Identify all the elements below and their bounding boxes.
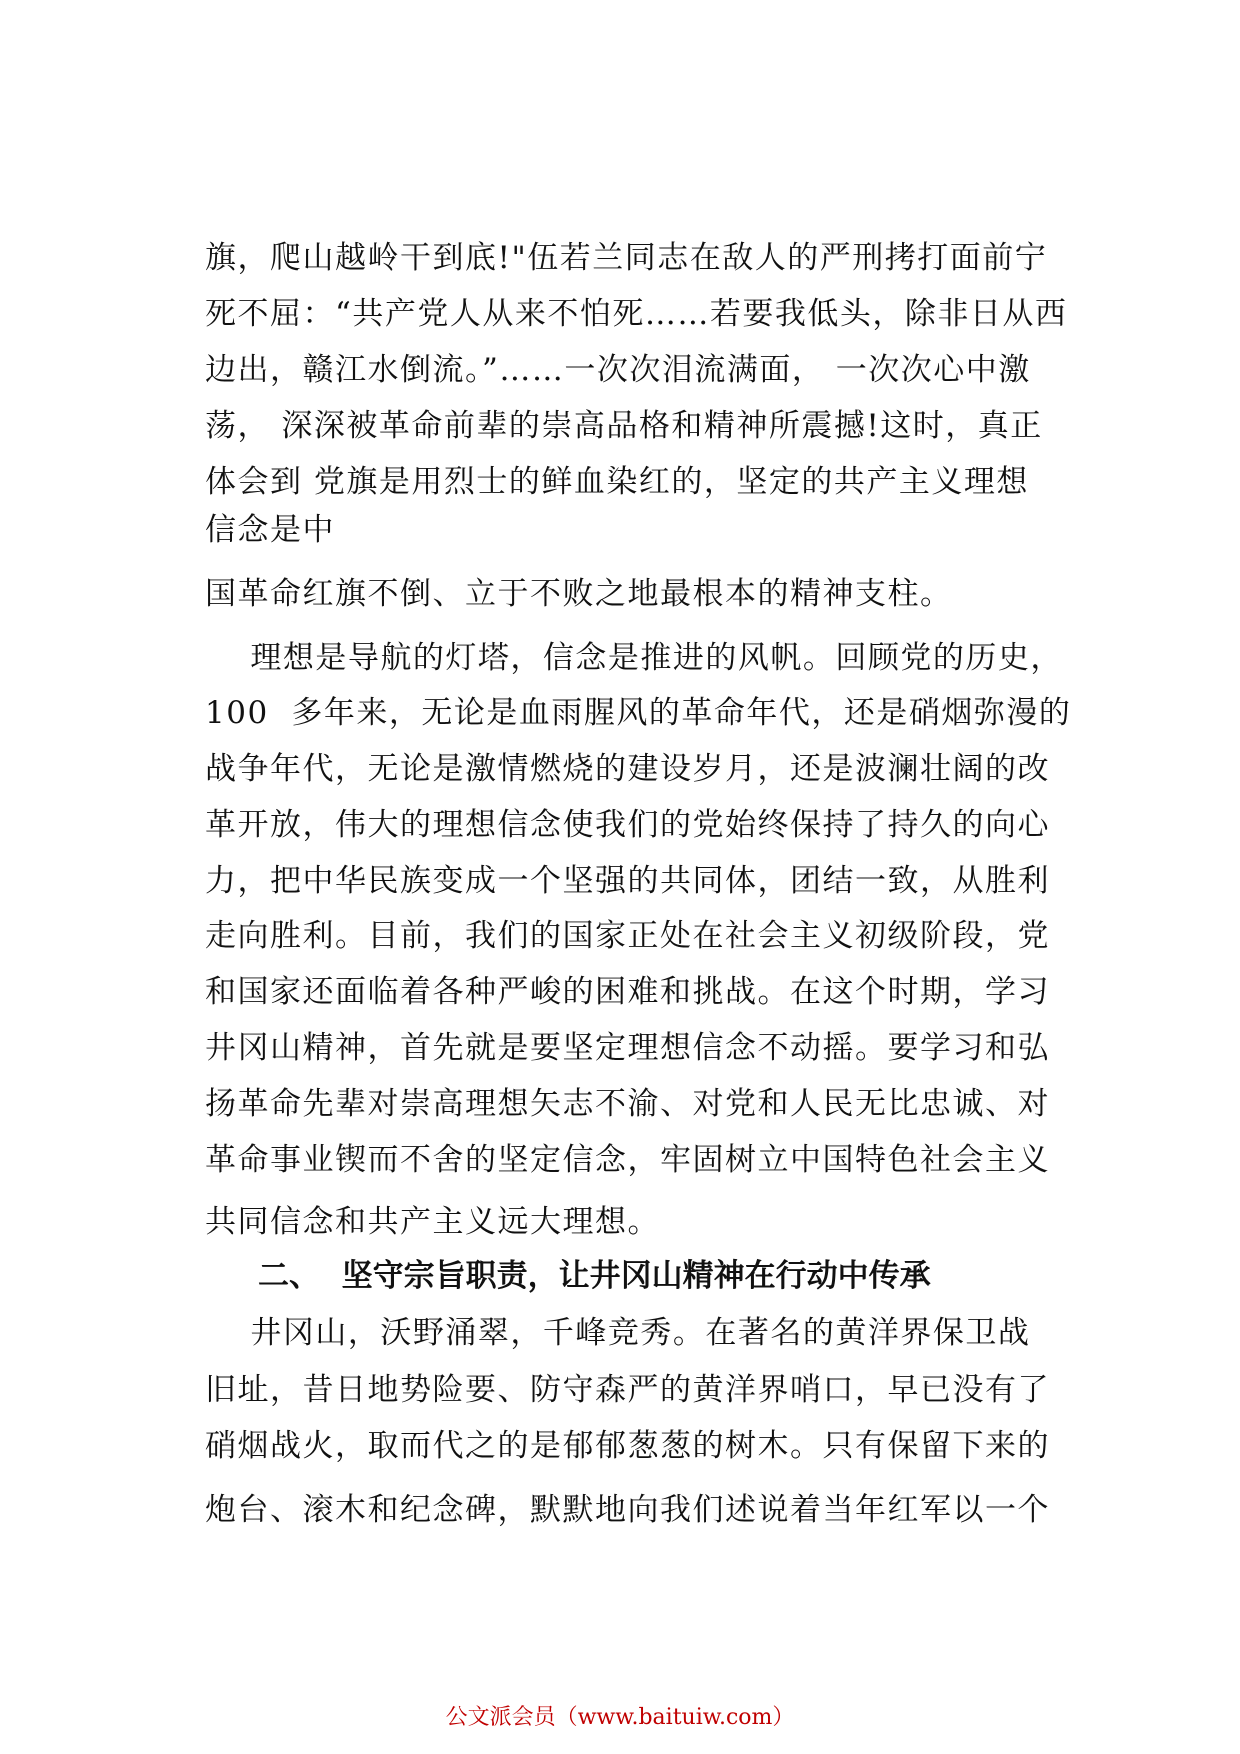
body-line: 井冈山，沃野涌翠，千峰竞秀。在著名的黄洋界保卫战 <box>205 1315 1031 1351</box>
section-heading: 二、 坚守宗旨职责，让井冈山精神在行动中传承 <box>258 1258 931 1294</box>
body-line: 旧址，昔日地势险要、防守森严的黄洋界哨口，早已没有了 <box>205 1372 1050 1408</box>
body-line: 边出，赣江水倒流。”……一次次泪流满面， 一次次心中激 <box>205 352 1031 388</box>
body-line: 革开放，伟大的理想信念使我们的党始终保持了持久的向心 <box>205 807 1050 843</box>
body-line: 荡， 深深被革命前辈的崇高品格和精神所震撼!这时，真正 <box>205 408 1043 444</box>
footer-watermark: 公文派会员（www.baituiw.com） <box>445 1705 795 1730</box>
body-line: 100 多年来，无论是血雨腥风的革命年代，还是硝烟弥漫的 <box>205 695 1072 731</box>
body-line: 信念是中 <box>205 512 335 548</box>
body-line: 井冈山精神，首先就是要坚定理想信念不动摇。要学习和弘 <box>205 1030 1050 1066</box>
body-line: 死不屈：“共产党人从来不怕死……若要我低头，除非日从西 <box>205 296 1068 332</box>
body-line: 理想是导航的灯塔，信念是推进的风帆。回顾党的历史， <box>205 640 1063 676</box>
body-line: 硝烟战火，取而代之的是郁郁葱葱的树木。只有保留下来的 <box>205 1428 1050 1464</box>
body-line: 共同信念和共产主义远大理想。 <box>205 1204 660 1240</box>
body-line: 力，把中华民族变成一个坚强的共同体，团结一致，从胜利 <box>205 863 1050 899</box>
body-line: 战争年代，无论是激情燃烧的建设岁月，还是波澜壮阔的改 <box>205 751 1050 787</box>
body-line: 扬革命先辈对崇高理想矢志不渝、对党和人民无比忠诚、对 <box>205 1086 1050 1122</box>
body-line: 走向胜利。目前，我们的国家正处在社会主义初级阶段，党 <box>205 918 1050 954</box>
body-line: 革命事业锲而不舍的坚定信念，牢固树立中国特色社会主义 <box>205 1142 1050 1178</box>
body-line: 和国家还面临着各种严峻的困难和挑战。在这个时期，学习 <box>205 974 1050 1010</box>
body-line: 炮台、滚木和纪念碑，默默地向我们述说着当年红军以一个 <box>205 1492 1050 1528</box>
body-line: 国革命红旗不倒、立于不败之地最根本的精神支柱。 <box>205 576 953 612</box>
body-line: 体会到 党旗是用烈士的鲜血染红的，坚定的共产主义理想 <box>205 464 1029 500</box>
body-line: 旗，爬山越岭干到底!"伍若兰同志在敌人的严刑拷打面前宁 <box>205 240 1048 276</box>
